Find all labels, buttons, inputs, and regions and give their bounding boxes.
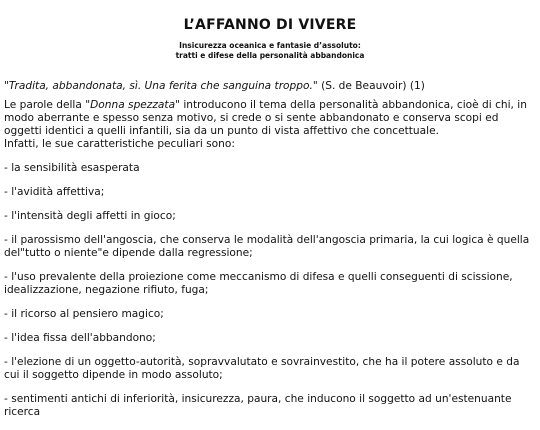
intro-line-2: Infatti, le sue caratteristiche peculiari sono: bbox=[4, 138, 235, 150]
list-item: - il parossismo dell'angoscia, che conserva le modalità dell'angoscia primaria, la cui logica è quella del"tutto o niente"e dipende dalla regressione; bbox=[4, 234, 530, 259]
quote-text: "Tradita, abbandonata, sì. Una ferita che sanguina troppo." bbox=[4, 80, 318, 92]
intro-part-1: Le parole della bbox=[4, 99, 86, 111]
intro-paragraph bbox=[4, 99, 538, 151]
list-item: - l'uso prevalente della proiezione come meccanismo di difesa e quelli conseguenti di scissione, idealizzazione, negazione rifiuto, fuga; bbox=[4, 271, 513, 296]
subtitle-line-1: Insicurezza oceanica e fantasie d’assoluto: bbox=[179, 41, 361, 50]
epigraph-quote bbox=[4, 80, 538, 93]
subtitle-line-2: tratti e difese della personalità abbandonica bbox=[175, 51, 365, 60]
list-item: - il ricorso al pensiero magico; bbox=[4, 308, 164, 320]
intro-emphasis: "Donna spezzata" bbox=[85, 99, 180, 111]
quote-attribution: (S. de Beauvoir) (1) bbox=[317, 80, 425, 92]
intro-part-2: introducono il tema della personalità abbandonica, cioè di chi, in modo aberrante e spesso senza motivo, si crede o si sente abbandonato e conserva scopi ed oggetti identici a quelli infantili, sia da un punto di vista affettivo che concettuale. bbox=[4, 99, 527, 137]
page-title: L’AFFANNO DI VIVERE bbox=[183, 17, 357, 33]
article-body bbox=[4, 80, 538, 430]
page-subtitle bbox=[0, 41, 540, 61]
list-item: - l'intensità degli affetti in gioco; bbox=[4, 210, 176, 222]
list-item: - sentimenti antichi di inferiorità, insicurezza, paura, che inducono il soggetto ad un'estenuante ricerca bbox=[4, 393, 512, 418]
list-item: - l'idea fissa dell'abbandono; bbox=[4, 332, 156, 344]
list-item: - l'elezione di un oggetto-autorità, sopravvalutato e sovrainvestito, che ha il potere assoluto e da cui il soggetto dipende in modo assoluto; bbox=[4, 356, 520, 381]
list-item: - l'avidità affettiva; bbox=[4, 186, 105, 198]
list-item: - la sensibilità esasperata bbox=[4, 162, 140, 174]
